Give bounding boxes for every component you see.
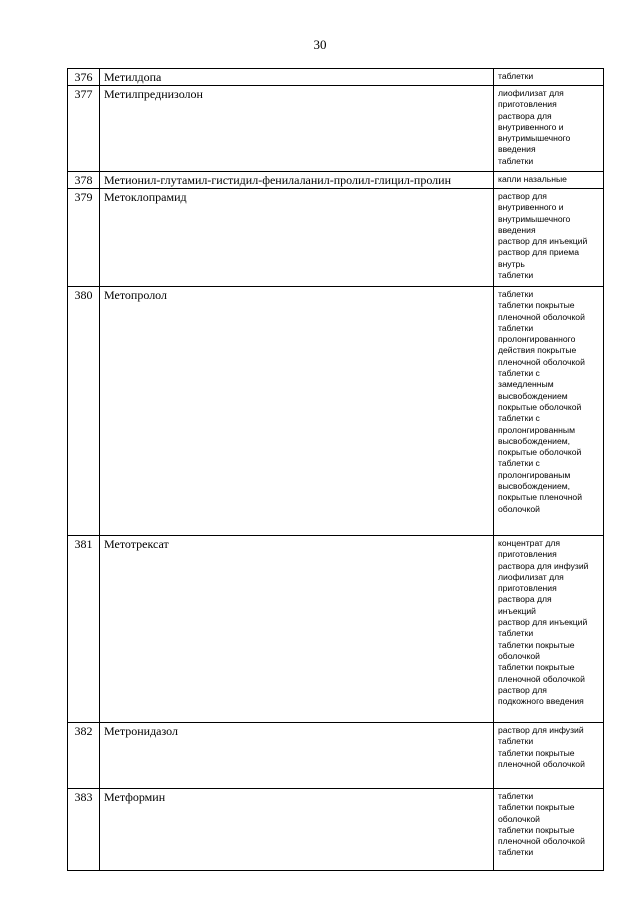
dosage-forms: раствор для инфузий таблетки таблетки покрытые пленочной оболочкой	[494, 723, 604, 789]
drug-name: Метотрексат	[100, 536, 494, 723]
row-number: 383	[68, 789, 100, 871]
drug-name: Метронидазол	[100, 723, 494, 789]
row-number: 378	[68, 172, 100, 189]
dosage-forms: капли назальные	[494, 172, 604, 189]
drug-name: Метформин	[100, 789, 494, 871]
drug-name: Метопролол	[100, 287, 494, 536]
table-row	[68, 536, 604, 723]
dosage-forms: концентрат для приготовления раствора для инфузий лиофилизат для приготовления раствора для инъекций раствор для инъекций таблетки таблетки покрытые оболочкой таблетки покрытые пленочной оболочкой раствор для подкожного введения	[494, 536, 604, 723]
row-number: 376	[68, 69, 100, 86]
dosage-forms: раствор для внутривенного и внутримышечного введения раствор для инъекций раствор для приема внутрь таблетки	[494, 189, 604, 287]
drug-name: Метоклопрамид	[100, 189, 494, 287]
table-row	[68, 789, 604, 871]
page-number: 30	[313, 37, 327, 52]
row-number: 381	[68, 536, 100, 723]
drug-name: Метилдопа	[100, 69, 494, 86]
table-row	[68, 723, 604, 789]
table-row	[68, 86, 604, 172]
dosage-forms: таблетки таблетки покрытые пленочной оболочкой таблетки пролонгированного действия покрытые пленочной оболочкой таблетки с замедленным высвобождением покрытые оболочкой таблетки с пролонгированным высвобождением, покрытые оболочкой таблетки с пролонгированым высвобождением, покрытые пленочной оболочкой	[494, 287, 604, 536]
table-row	[68, 287, 604, 536]
dosage-forms: лиофилизат для приготовления раствора для внутривенного и внутримышечного введения таблетки	[494, 86, 604, 172]
drug-name: Метилпреднизолон	[100, 86, 494, 172]
dosage-forms: таблетки	[494, 69, 604, 86]
table-row	[68, 172, 604, 189]
dosage-forms: таблетки таблетки покрытые оболочкой таблетки покрытые пленочной оболочкой таблетки	[494, 789, 604, 871]
row-number: 380	[68, 287, 100, 536]
row-number: 382	[68, 723, 100, 789]
drug-name: Метионил-глутамил-гистидил-фенилаланил-пролил-глицил-пролин	[100, 172, 494, 189]
table-row	[68, 189, 604, 287]
table-row	[68, 69, 604, 86]
row-number: 377	[68, 86, 100, 172]
drug-table	[67, 68, 604, 871]
row-number: 379	[68, 189, 100, 287]
